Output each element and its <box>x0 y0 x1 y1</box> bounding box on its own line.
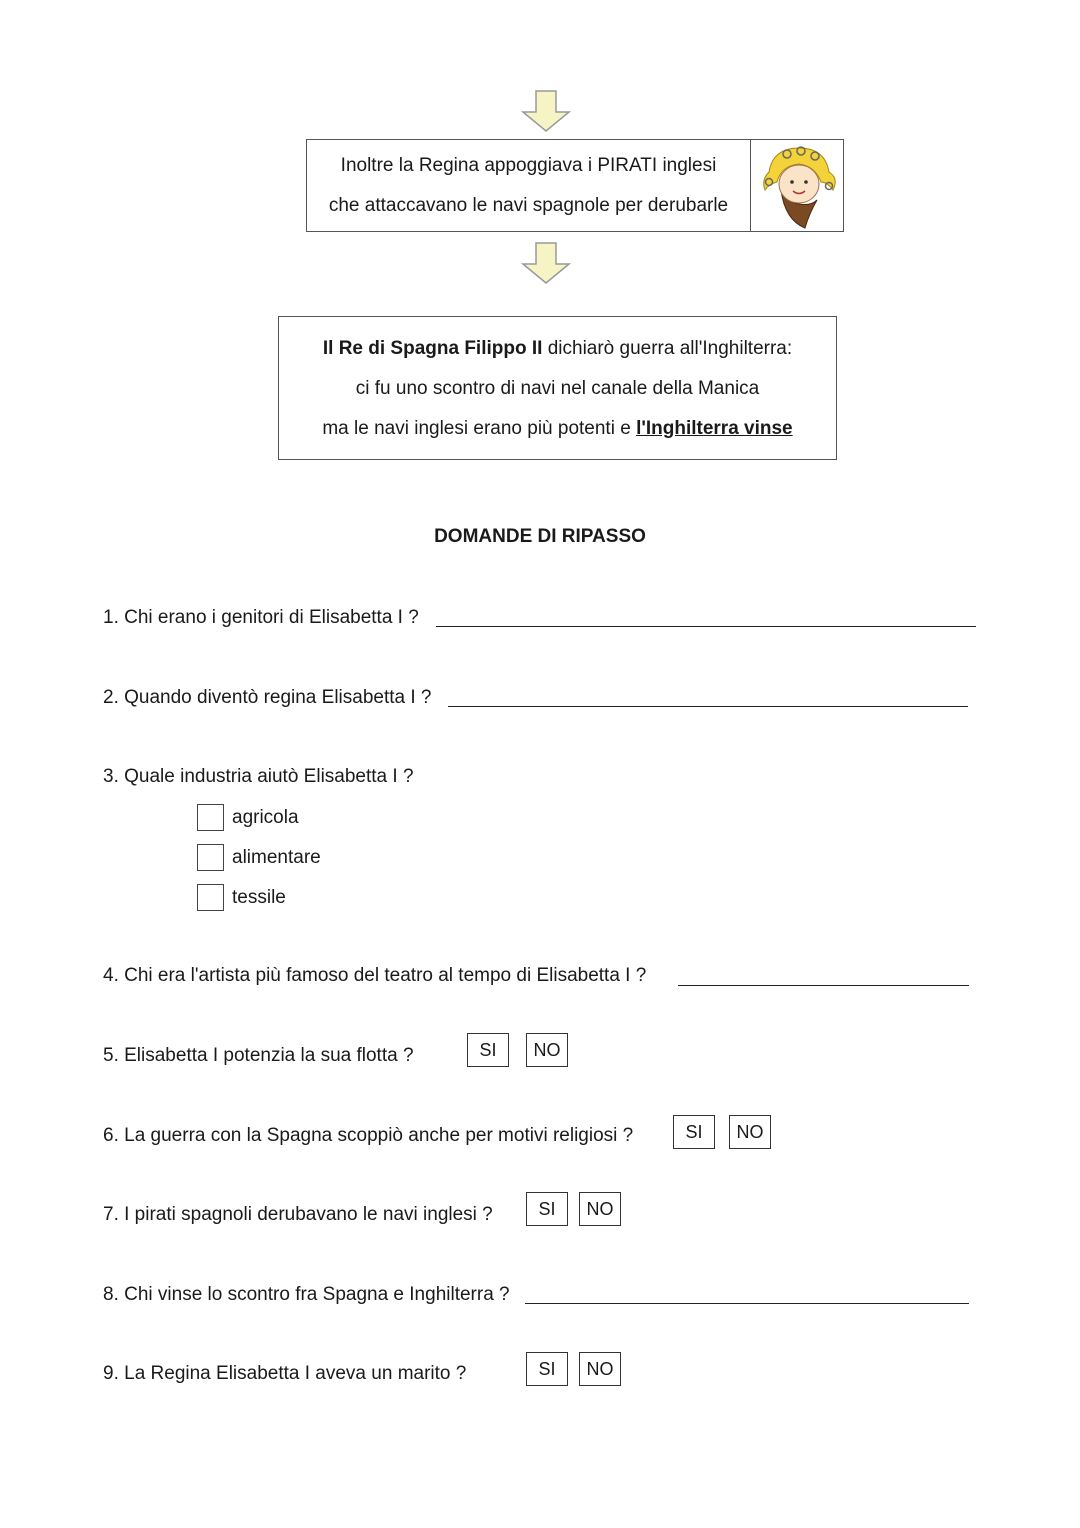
question-9: 9. La Regina Elisabetta I aveva un marito ? <box>103 1363 467 1384</box>
answer-line-4[interactable] <box>678 985 969 986</box>
yes-box-7[interactable]: SI <box>526 1192 568 1226</box>
yes-box-5[interactable]: SI <box>467 1033 509 1067</box>
checkbox-alimentare[interactable] <box>197 844 224 871</box>
pirates-info-box <box>306 139 844 232</box>
question-1: 1. Chi erano i genitori di Elisabetta I ? <box>103 607 419 628</box>
war-line-2: ci fu uno scontro di navi nel canale della Manica <box>355 378 760 399</box>
pirates-line-1: Inoltre la Regina appoggiava i PIRATI inglesi <box>340 155 717 176</box>
pirates-text <box>307 146 750 226</box>
question-6: 6. La guerra con la Spagna scoppiò anche per motivi religiosi ? <box>103 1125 634 1146</box>
option-label-alimentare: alimentare <box>232 847 321 868</box>
no-box-5[interactable]: NO <box>526 1033 568 1067</box>
yes-box-6[interactable]: SI <box>673 1115 715 1149</box>
down-arrow-icon <box>521 242 571 284</box>
question-8: 8. Chi vinse lo scontro fra Spagna e Inghilterra ? <box>103 1284 510 1305</box>
question-4: 4. Chi era l'artista più famoso del teatro al tempo di Elisabetta I ? <box>103 965 647 986</box>
box-divider <box>750 140 751 231</box>
war-line-1 <box>279 329 836 369</box>
question-3: 3. Quale industria aiutò Elisabetta I ? <box>103 766 414 787</box>
no-box-7[interactable]: NO <box>579 1192 621 1226</box>
down-arrow-icon <box>521 90 571 132</box>
war-line-1-bold: Il Re di Spagna Filippo II <box>322 338 543 359</box>
war-line-3-start: ma le navi inglesi erano più potenti e <box>322 418 637 439</box>
war-line-1-rest: dichiarò guerra all'Inghilterra: <box>542 338 793 359</box>
question-2: 2. Quando diventò regina Elisabetta I ? <box>103 687 432 708</box>
war-line-3-bold: l'Inghilterra vinse <box>636 418 793 439</box>
question-5: 5. Elisabetta I potenzia la sua flotta ? <box>103 1045 414 1066</box>
section-title: DOMANDE DI RIPASSO <box>434 526 646 547</box>
pirates-line-2: che attaccavano le navi spagnole per derubarle <box>328 195 729 216</box>
answer-line-8[interactable] <box>525 1303 969 1304</box>
checkbox-tessile[interactable] <box>197 884 224 911</box>
no-box-6[interactable]: NO <box>729 1115 771 1149</box>
pirate-queen-icon <box>755 142 843 230</box>
option-label-tessile: tessile <box>232 887 286 908</box>
no-box-9[interactable]: NO <box>579 1352 621 1386</box>
option-label-agricola: agricola <box>232 807 299 828</box>
answer-line-1[interactable] <box>436 626 976 627</box>
question-7: 7. I pirati spagnoli derubavano le navi inglesi ? <box>103 1204 493 1225</box>
war-line-3 <box>279 409 836 449</box>
answer-line-2[interactable] <box>448 706 968 707</box>
checkbox-agricola[interactable] <box>197 804 224 831</box>
yes-box-9[interactable]: SI <box>526 1352 568 1386</box>
war-info-box <box>278 316 837 460</box>
